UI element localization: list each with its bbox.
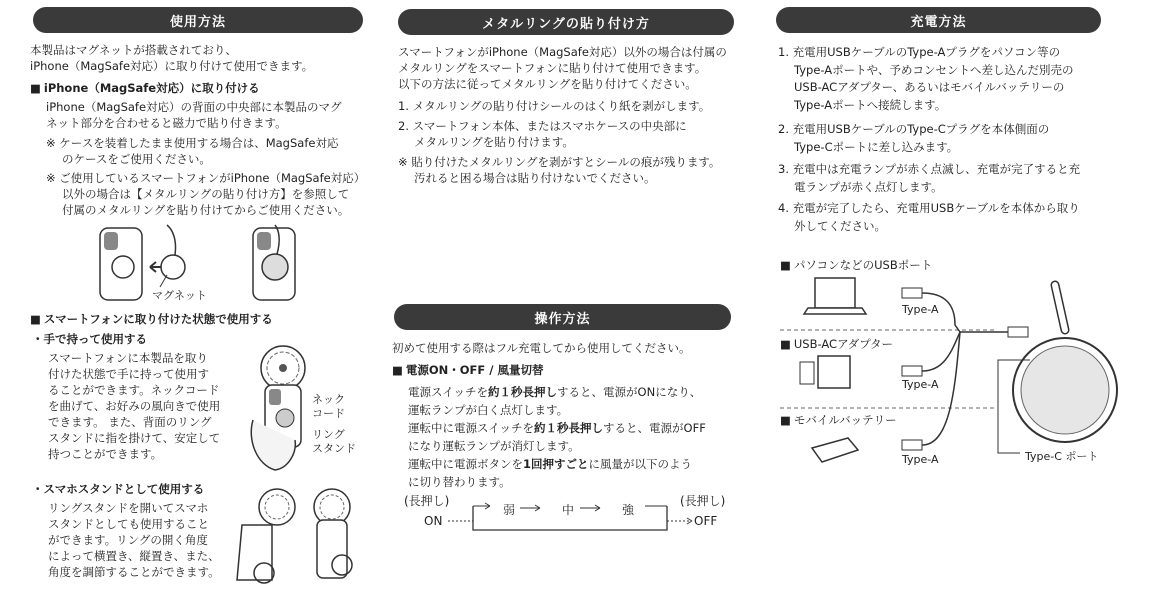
charging-step-3: 3. 充電中は充電ランプが赤く点滅し、充電が完了すると充 電ランプが赤く点灯します。 (778, 162, 1081, 194)
stand-fan-illustration (232, 485, 362, 585)
usage-intro: 本製品はマグネットが搭載されており、 iPhone（MagSafe対応）に取り付けて使用できます。 (30, 43, 314, 73)
stand-use-title: ・スマホスタンドとして使用する (32, 482, 205, 496)
flow-mid: 中 (562, 503, 575, 517)
flow-strong: 強 (622, 503, 635, 517)
type-a-label-3: Type-A (902, 453, 939, 466)
power-body: 電源スイッチを約１秒長押しすると、電源がONになり、 運転ランプが白く点灯します。 運転中に電源スイッチを約１秒長押しすると、電源がOFF になり運転ランプが消灯します。 運転中に電源ボタンを1回押すごとに風量が以下のよう に切り替わります。 (408, 385, 706, 489)
flow-on: ON (424, 514, 443, 528)
charging-step-4: 4. 充電が完了したら、充電用USBケーブルを本体から取り 外してください。 (778, 201, 1080, 233)
charging-step-1: 1. 充電用USBケーブルのType-Aプラグをパソコン等の Type-Aポートや、予めコンセントへ差し込んだ別売の USB-ACアダプター、あるいはモバイルバッテリーの Type-Aポートへ接続します。 (778, 45, 1074, 112)
handheld-fan-illustration (245, 340, 315, 475)
power-title: ■ 電源ON・OFF / 風量切替 (392, 362, 543, 378)
operation-heading: 操作方法 (394, 304, 731, 330)
attach-body: iPhone（MagSafe対応）の背面の中央部に本製品のマグ ネット部分を合わせると磁力で貼り付きます。 (46, 100, 342, 130)
metal-ring-body: スマートフォンがiPhone（MagSafe対応）以外の場合は付属の メタルリングをスマートフォンに貼り付けて使用できます。 以下の方法に従ってメタルリングを貼り付けてください。 (398, 45, 727, 91)
charging-diagram (780, 270, 1110, 480)
flow-long-press-1: (長押し) (404, 494, 450, 508)
flow-long-press-2: (長押し) (680, 494, 726, 508)
phone-magnet-illustration (95, 225, 325, 305)
flow-off: OFF (694, 514, 718, 528)
hand-use-body: スマートフォンに本製品を取り 付けた状態で手に持って使用す ることができます。ネックコード を曲げて、お好みの風向きで使用 できます。 また、背面のリング スタンドに指を掛けて、安定して 持つことができます。 (48, 351, 221, 461)
metal-ring-step-1: 1. メタルリングの貼り付けシールのはくり紙を剥がします。 (398, 99, 711, 113)
type-c-port-label: Type-C ポート (1025, 450, 1099, 463)
magnet-label: マグネット (152, 289, 207, 302)
flow-arrows (440, 500, 700, 530)
case-note: ※ ケースを装着したまま使用する場合は、MagSafe対応 のケースをご使用ください。 (46, 136, 339, 166)
charging-heading: 充電方法 (776, 7, 1101, 33)
metal-ring-note: ※ ご使用しているスマートフォンがiPhone（MagSafe対応） 以外の場合は【メタルリングの貼り付け方】を参照して 付属のメタルリングを貼り付けてからご使用ください。 (46, 171, 366, 217)
hand-use-title: ・手で持って使用する (32, 332, 147, 346)
stand-use-body: リングスタンドを開いてスマホ スタンドとしても使用すること ができます。リングの開く角度 によって横置き、縦置き、また、 角度を調節することができます。 (48, 501, 220, 579)
metal-ring-step-2: 2. スマートフォン本体、またはスマホケースの中央部に メタルリングを貼り付けます。 (398, 119, 687, 149)
type-a-label-1: Type-A (902, 303, 939, 316)
attached-use-title: ■ スマートフォンに取り付けた状態で使用する (30, 311, 273, 327)
neck-cord-label: ネック コード (312, 393, 345, 420)
metal-ring-note: ※ 貼り付けたメタルリングを剥がすとシールの痕が残ります。 汚れると困る場合は貼り付けないでください。 (398, 155, 721, 185)
operation-intro: 初めて使用する際はフル充電してから使用してください。 (392, 341, 691, 355)
type-a-label-2: Type-A (902, 378, 939, 391)
charging-step-2: 2. 充電用USBケーブルのType-Cプラグを本体側面の Type-Cポートに差し込みます。 (778, 122, 1050, 154)
usage-heading: 使用方法 (33, 7, 363, 33)
pc-usb-label: ■ パソコンなどのUSBポート (780, 257, 932, 273)
ring-stand-label: リング スタンド (312, 428, 356, 455)
metal-ring-heading: メタルリングの貼り付け方 (398, 9, 734, 35)
battery-label: ■ モバイルバッテリー (780, 412, 897, 428)
usb-ac-label: ■ USB-ACアダプター (780, 336, 893, 352)
attach-title: ■ iPhone（MagSafe対応）に取り付ける (30, 80, 260, 96)
flow-weak: 弱 (503, 503, 516, 517)
